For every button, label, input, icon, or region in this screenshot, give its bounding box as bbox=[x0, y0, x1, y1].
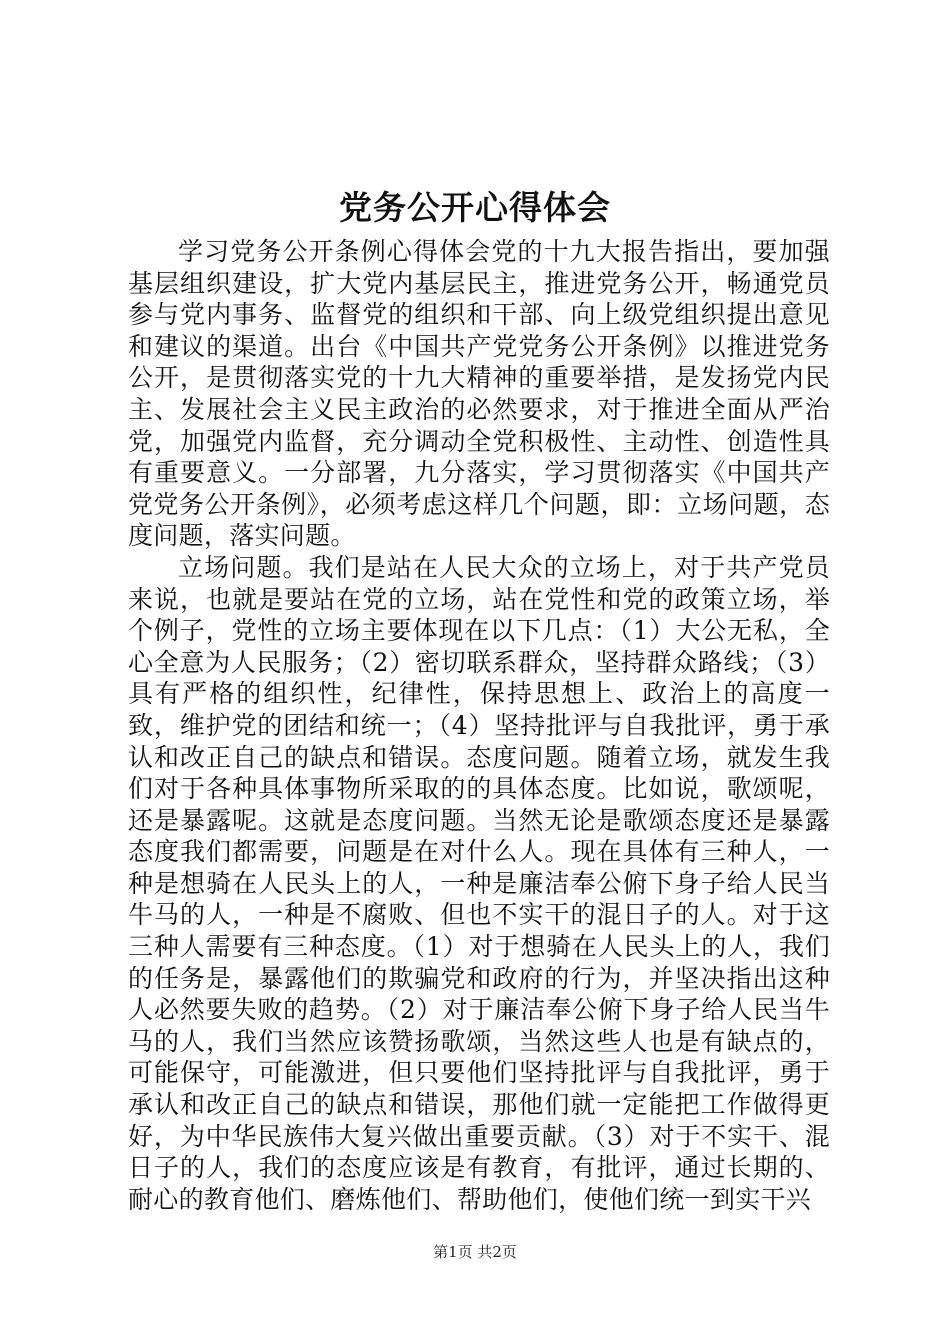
document-body bbox=[128, 236, 830, 1215]
paragraph-intro: 学习党务公开条例心得体会党的十九大报告指出，要加强基层组织建设，扩大党内基层民主，推进党务公开，畅通党员参与党内事务、监督党的组织和干部、向上级党组织提出意见和建议的渠道。出台《中国共产党党务公开条例》以推进党务公开，是贯彻落实党的十九大精神的重要举措，是发扬党内民主、发展社会主义民主政治的必然要求，对于推进全面从严治党，加强党内监督，充分调动全党积极性、主动性、创造性具有重要意义。一分部署，九分落实，学习贯彻落实《中国共产党党务公开条例》，必须考虑这样几个问题，即：立场问题，态度问题，落实问题。 bbox=[128, 237, 830, 551]
document-title: 党务公开心得体会 bbox=[339, 188, 611, 227]
page-number-footer: 第1页 共2页 bbox=[433, 1243, 517, 1261]
paragraph-position-issue: 立场问题。我们是站在人民大众的立场上，对于共产党员来说，也就是要站在党的立场，站在党性和党的政策立场，举个例子，党性的立场主要体现在以下几点：（1）大公无私，全心全意为人民服务；（2）密切联系群众，坚持群众路线；（3）具有严格的组织性，纪律性，保持思想上、政治上的高度一致，维护党的团结和统一；（4）坚持批评与自我批评，勇于承认和改正自己的缺点和错误。态度问题。随着立场，就发生我们对于各种具体事物所采取的的具体态度。比如说，歌颂呢，还是暴露呢。这就是态度问题。当然无论是歌颂态度还是暴露态度我们都需要，问题是在对什么人。现在具体有三种人，一种是想骑在人民头上的人，一种是廉洁奉公俯下身子给人民当牛马的人，一种是不腐败、但也不实干的混日子的人。对于这三种人需要有三种态度。（1）对于想骑在人民头上的人，我们的任务是，暴露他们的欺骗党和政府的行为，并坚决指出这种人必然要失败的趋势。（2）对于廉洁奉公俯下身子给人民当牛马的人，我们当然应该赞扬歌颂，当然这些人也是有缺点的，可能保守，可能激进，但只要他们坚持批评与自我批评，勇于承认和改正自己的缺点和错误，那他们就一定能把工作做得更好，为中华民族伟大复兴做出重要贡献。（3）对于不实干、混日子的人，我们的态度应该是有教育，有批评，通过长期的、耐心的教育他们、磨炼他们、帮助他们，使他们统一到实干兴 bbox=[128, 552, 830, 1214]
